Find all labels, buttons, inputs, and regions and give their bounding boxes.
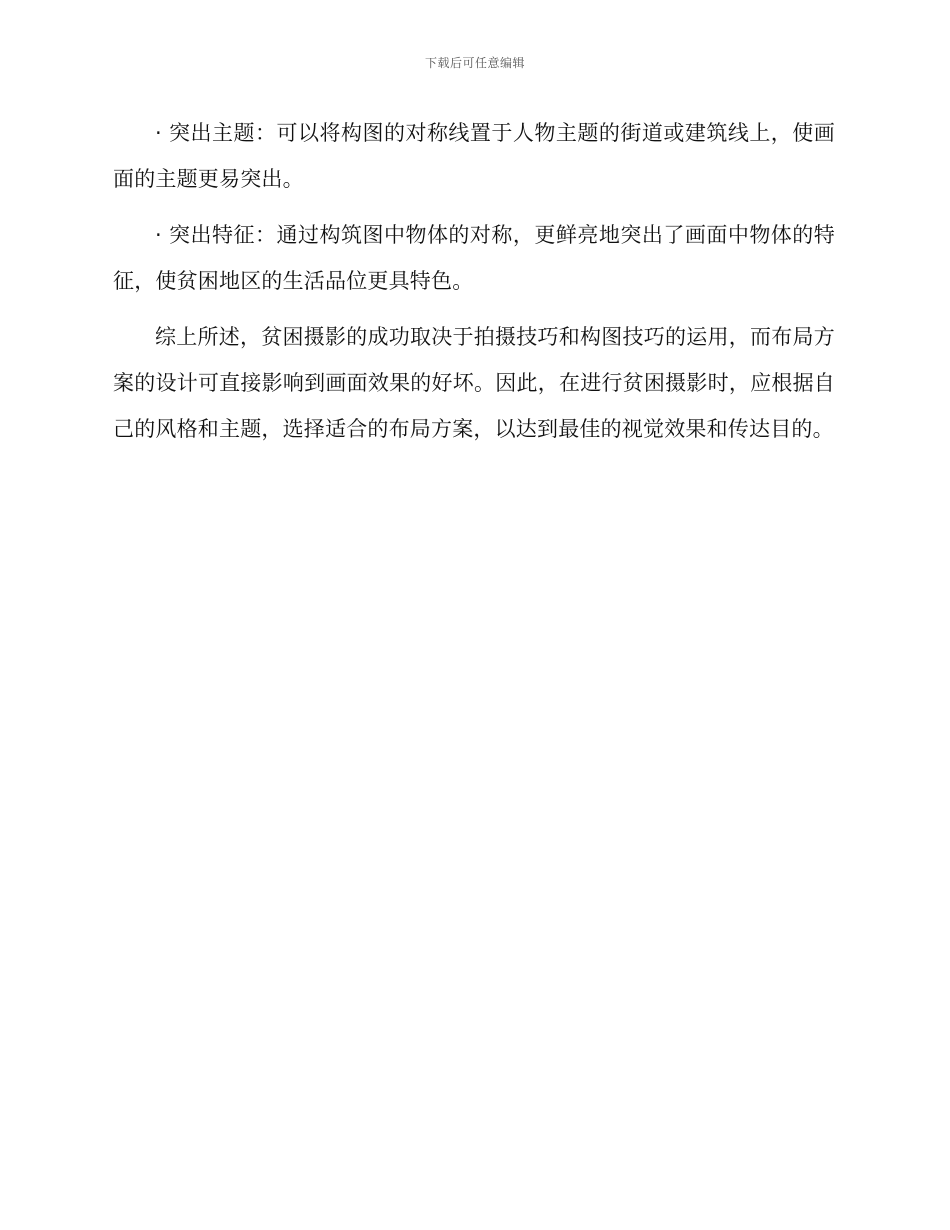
document-body <box>113 110 835 462</box>
paragraph-conclusion: 综上所述，贫困摄影的成功取决于拍摄技巧和构图技巧的运用，而布局方案的设计可直接影响到画面效果的好坏。因此，在进行贫困摄影时，应根据自己的风格和主题，选择适合的布局方案，以达到最佳的视觉效果和传达目的。 <box>113 325 835 441</box>
header-note: 下载后可任意编辑 <box>424 56 525 70</box>
paragraph-highlight-features: · 突出特征：通过构筑图中物体的对称，更鲜亮地突出了画面中物体的特征，使贫困地区的生活品位更具特色。 <box>113 223 835 293</box>
paragraph-highlight-theme: · 突出主题：可以将构图的对称线置于人物主题的街道或建筑线上，使画面的主题更易突出。 <box>113 121 835 191</box>
